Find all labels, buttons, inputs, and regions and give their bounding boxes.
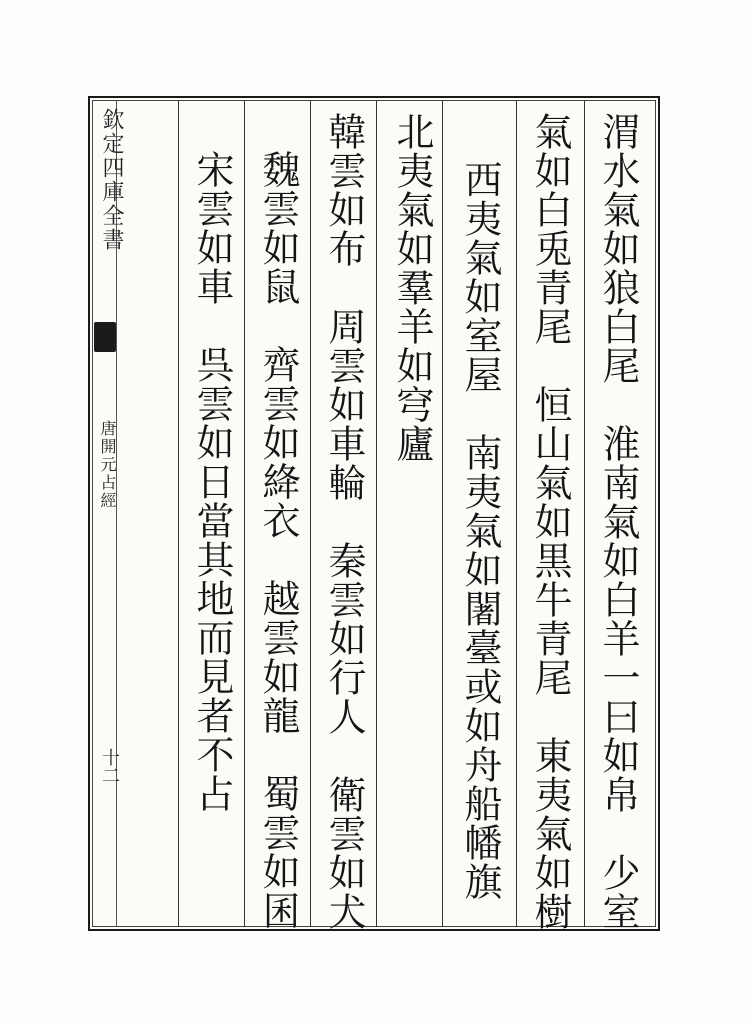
fishtail-mark <box>94 322 116 352</box>
text-column-7: 宋雲如車 呉雲如日當其地而見者不占 <box>190 150 234 813</box>
column-rule <box>178 101 179 927</box>
text-column-6: 魏雲如鼠 齊雲如絳衣 越雲如龍 蜀雲如囷 <box>256 150 300 930</box>
text-column-2: 氣如白兎青尾 恒山氣如黒牛青尾 東夷氣如樹 <box>528 112 572 931</box>
text-column-3: 西夷氣如室屋 南夷氣如闍臺或如舟船幡旗 <box>458 160 502 901</box>
text-column-5: 韓雲如布 周雲如車輪 秦雲如行人 衛雲如犬 <box>322 112 366 931</box>
text-column-1: 渭水氣如狼白尾 淮南氣如白羊一曰如帛 少室 <box>596 112 640 931</box>
column-rule <box>376 101 377 927</box>
series-title: 欽定四庫全書 <box>99 108 124 252</box>
column-rule <box>584 101 585 927</box>
column-rule <box>244 101 245 927</box>
page-number: 十二 <box>99 748 120 784</box>
column-rule <box>516 101 517 927</box>
text-column-4: 北夷氣如羣羊如穹廬 <box>390 112 434 463</box>
column-rule <box>442 101 443 927</box>
column-rule <box>310 101 311 927</box>
book-title: 唐開元占經 <box>98 420 117 510</box>
